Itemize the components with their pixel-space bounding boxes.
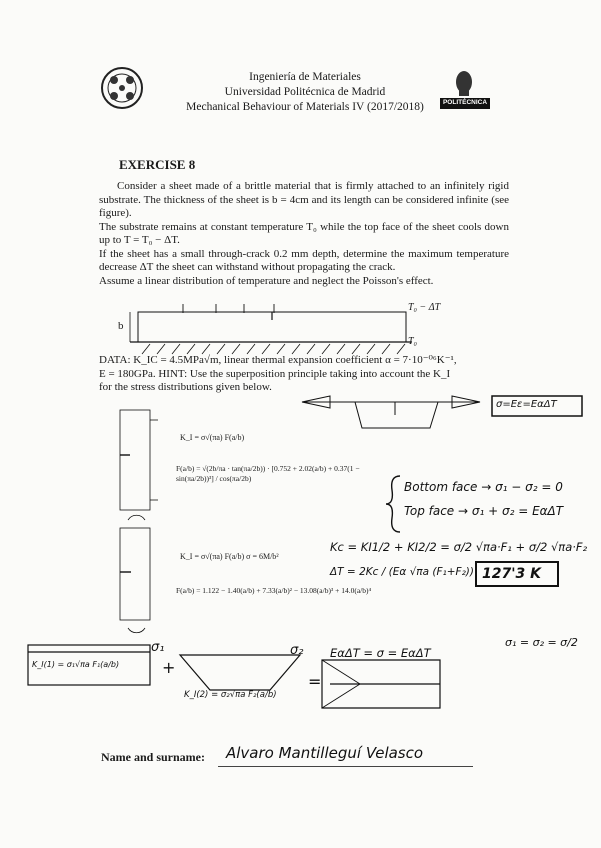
signature: Alvaro Mantilleguí Velasco — [226, 744, 424, 762]
k2-label: K_I(2) = σ₂√πa F₂(a/b) — [184, 690, 277, 700]
sigma-relation: σ₁ = σ₂ = σ/2 — [505, 636, 578, 649]
data-section — [99, 354, 509, 395]
university-logo — [102, 68, 142, 108]
formula-k1: K_I = σ√(πa) F(a/b) — [180, 433, 245, 442]
exercise-title: EXERCISE 8 — [119, 157, 196, 172]
delta-t-equation: ΔT = 2Kc / (Eα √πa (F₁+F₂)) — [330, 566, 474, 578]
specimen-1 — [120, 410, 158, 510]
top-face-eq: Top face → σ₁ + σ₂ = EαΔT — [404, 504, 564, 518]
header-line-1: Ingeniería de Materiales — [249, 71, 361, 83]
sheet-figure — [130, 304, 412, 354]
header-line-3: Mechanical Behaviour of Materials IV (2017/2018) — [186, 101, 424, 113]
data-line-1: DATA: K_IC = 4.5MPa√m, linear thermal expansion coefficient α = 7·10⁻⁰⁶K⁻¹, — [99, 354, 457, 366]
sigma-1-label: σ₁ — [151, 640, 165, 655]
figure-label-top: T₀ − ΔT — [408, 302, 441, 313]
name-label: Name and surname: — [101, 750, 205, 764]
formula-f2: F(a/b) = 1.122 − 1.40(a/b) + 7.33(a/b)² − 13.08(a/b)³ + 14.0(a/b)⁴ — [176, 586, 372, 595]
figure-label-bottom: T₀ — [408, 336, 418, 347]
data-line-3: for the stress distributions given below. — [99, 381, 272, 393]
kc-equation: Kc = KI1/2 + KI2/2 = σ/2 √πa·F₁ + σ/2 √πa·F₂ — [330, 540, 588, 554]
specimen-2 — [120, 515, 150, 632]
formula-f1: F(a/b) = √(2b/πa · tan(πa/2b)) · [0.752 + 2.02(a/b) + 0.37(1 − sin(πa/2b))³] / cos(πa/2b) — [176, 464, 360, 483]
problem-paragraph-2: The substrate remains at constant temperature T₀ while the top face of the sheet cools down up to T = T₀ − ΔT. — [99, 220, 509, 246]
name-underline — [218, 766, 473, 767]
plus-sign: + — [162, 658, 176, 677]
stress-sketch-top — [302, 396, 480, 428]
formula-k2: K_I = σ√(πa) F(a/b) σ = 6M/b² — [180, 552, 279, 561]
result-value: 127'3 K — [482, 566, 541, 582]
sigma-2-label: σ₂ — [290, 643, 304, 658]
equals-sign: = — [308, 672, 322, 691]
header-line-2: Universidad Politécnica de Madrid — [224, 86, 386, 98]
problem-paragraph-1: Consider a sheet made of a brittle material that is firmly attached to an infinitely rigid substrate. The thickness of the sheet is b = 4cm and its length can be considered infinite (see figure). — [99, 180, 509, 219]
problem-statement — [99, 180, 509, 288]
figure-label-b: b — [118, 320, 124, 332]
politecnica-badge: POLITÉCNICA — [442, 99, 488, 106]
bottom-face-eq: Bottom face → σ₁ − σ₂ = 0 — [404, 480, 563, 494]
data-line-2: E = 180GPa. HINT: Use the superposition principle taking into account the K_I — [99, 367, 451, 380]
header — [170, 70, 440, 115]
problem-paragraph-4: Assume a linear distribution of temperature and neglect the Poisson's effect. — [99, 274, 434, 287]
handwritten-box-equation: σ=Eε=EαΔT — [496, 399, 557, 410]
problem-paragraph-3: If the sheet has a small through-crack 0.2 mm depth, determine the maximum temperature decrease ΔT the sheet can withstand without propagating the crack. — [99, 247, 509, 273]
bottom-row-eq: EαΔT = σ = EαΔT — [330, 646, 431, 660]
k1-label: K_I(1) = σ₁√πa F₁(a/b) — [32, 660, 120, 669]
